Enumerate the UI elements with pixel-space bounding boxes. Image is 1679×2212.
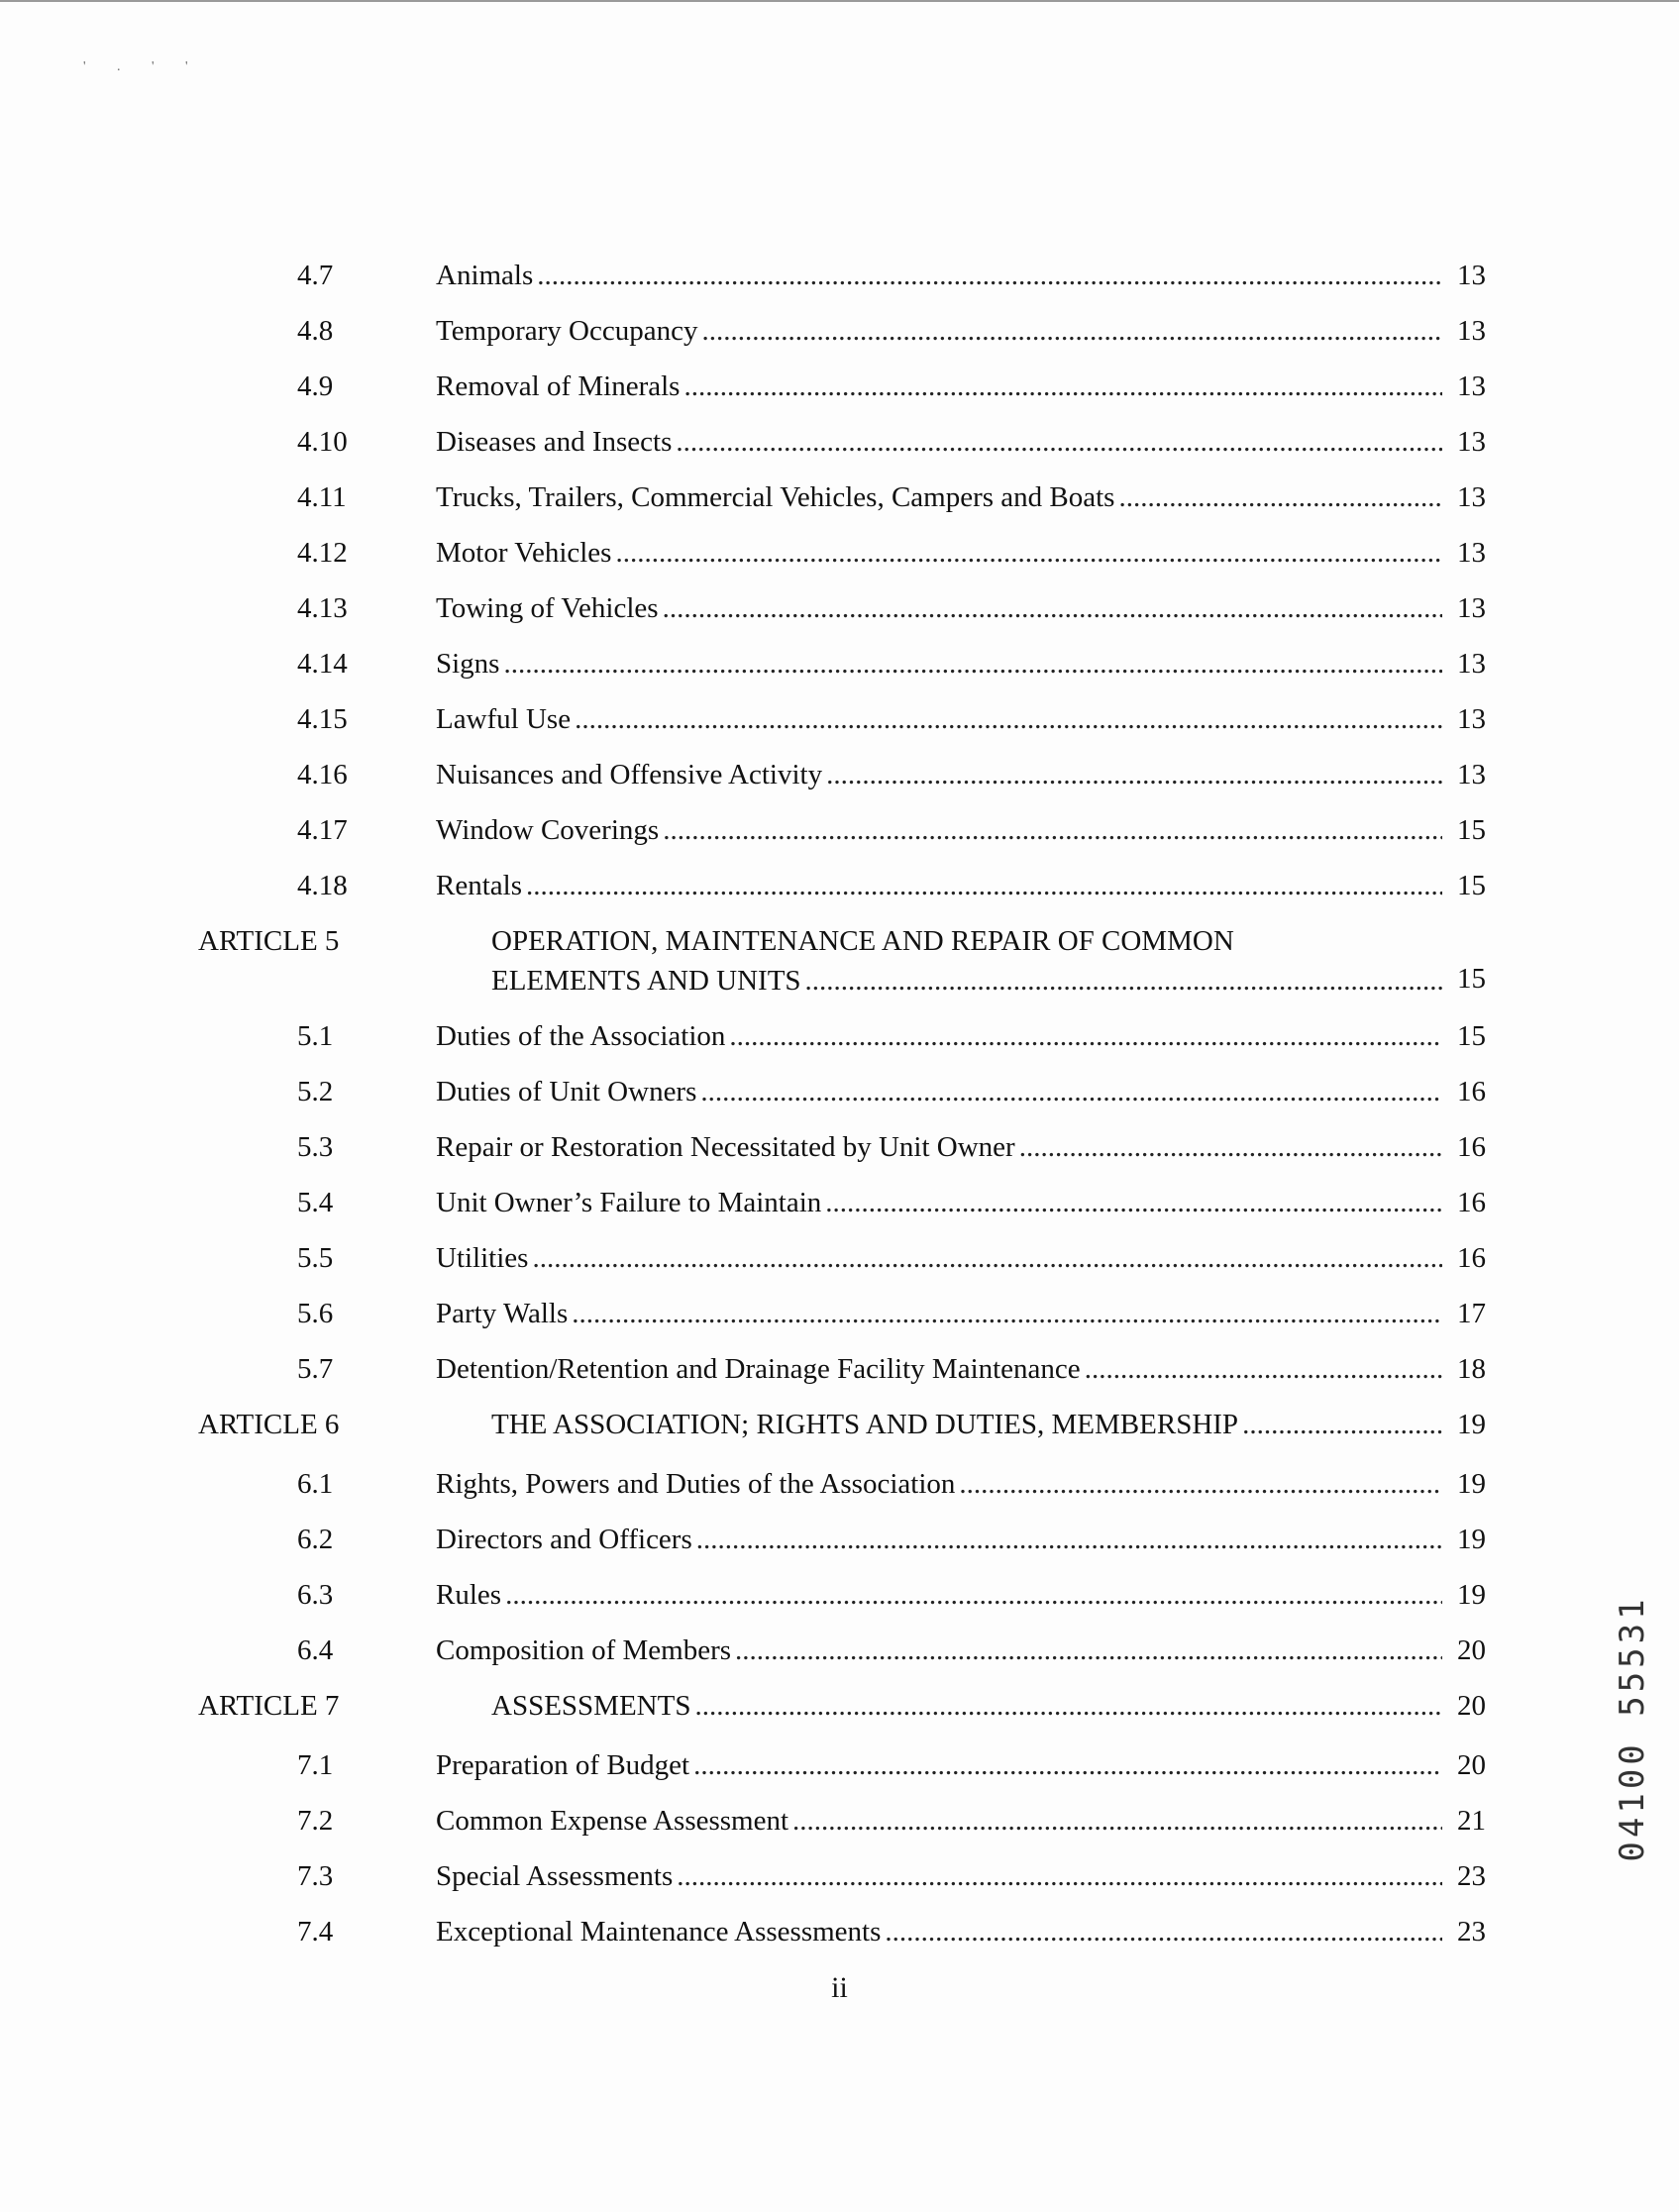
page-ref: 13	[1457, 426, 1486, 458]
page-ref: 13	[1457, 315, 1486, 347]
section-number: 4.13	[297, 592, 348, 624]
dot-leader	[526, 866, 1442, 905]
page-ref: 13	[1457, 370, 1486, 402]
section-number: 4.15	[297, 703, 348, 735]
dot-leader	[683, 367, 1442, 406]
toc-entry[interactable]	[198, 311, 1486, 367]
section-title: Removal of Minerals	[436, 370, 681, 402]
page-ref: 19	[1457, 1409, 1486, 1440]
article-title: ASSESSMENTS	[491, 1690, 691, 1722]
dot-leader	[885, 1912, 1442, 1951]
section-title: Signs	[436, 648, 500, 680]
toc-entry[interactable]	[198, 1127, 1486, 1183]
section-title: Diseases and Insects	[436, 426, 673, 458]
section-number: 5.6	[297, 1298, 334, 1329]
dot-leader	[826, 755, 1442, 794]
toc-entry[interactable]	[198, 1238, 1486, 1294]
page-ref: 18	[1457, 1353, 1486, 1385]
dot-leader	[729, 1016, 1442, 1056]
section-title: Detention/Retention and Drainage Facility Maintenance	[436, 1353, 1081, 1385]
page-ref: 13	[1457, 703, 1486, 735]
section-title: Rules	[436, 1579, 502, 1611]
page-ref: 16	[1457, 1242, 1486, 1274]
section-number: 5.2	[297, 1076, 334, 1107]
article-label: ARTICLE 6	[198, 1409, 340, 1440]
section-number: 7.2	[297, 1805, 334, 1837]
section-number: 5.4	[297, 1187, 334, 1218]
page-number: ii	[831, 1971, 848, 2004]
toc-entry[interactable]	[198, 1801, 1486, 1856]
stamp-text: 04100 55531	[1613, 1595, 1652, 1862]
dot-leader	[505, 1575, 1442, 1615]
toc-entry[interactable]	[198, 1294, 1486, 1349]
section-number: 4.10	[297, 426, 348, 458]
page-ref: 13	[1457, 481, 1486, 513]
dot-leader	[615, 533, 1442, 573]
toc-entry[interactable]	[198, 755, 1486, 810]
section-number: 4.18	[297, 870, 348, 901]
page-ref: 15	[1457, 1020, 1486, 1052]
toc-entry[interactable]	[198, 1745, 1486, 1801]
section-number: 5.7	[297, 1353, 334, 1385]
page-ref: 20	[1457, 1690, 1486, 1722]
top-border	[0, 0, 1679, 2]
dot-leader	[792, 1801, 1442, 1841]
section-number: 6.1	[297, 1468, 334, 1500]
section-title: Animals	[436, 260, 534, 291]
toc-entry[interactable]	[198, 810, 1486, 866]
section-title: Unit Owner’s Failure to Maintain	[436, 1187, 822, 1218]
toc-entry[interactable]	[198, 256, 1486, 311]
article-title-line1: OPERATION, MAINTENANCE AND REPAIR OF COMMON	[491, 925, 1234, 957]
toc-entry[interactable]	[198, 422, 1486, 477]
section-number: 5.5	[297, 1242, 334, 1274]
page-ref: 19	[1457, 1579, 1486, 1611]
table-of-contents	[198, 256, 1486, 1967]
section-title: Towing of Vehicles	[436, 592, 659, 624]
toc-entry[interactable]	[198, 1631, 1486, 1686]
dot-leader	[663, 810, 1442, 850]
section-number: 7.3	[297, 1860, 334, 1892]
page-ref: 13	[1457, 592, 1486, 624]
scan-artifact: ' . ' '	[83, 59, 202, 74]
section-title: Temporary Occupancy	[436, 315, 698, 347]
section-number: 4.9	[297, 370, 334, 402]
dot-leader	[701, 311, 1442, 351]
page-ref: 19	[1457, 1468, 1486, 1500]
dot-leader	[735, 1631, 1442, 1670]
section-number: 4.17	[297, 814, 348, 846]
toc-article-7[interactable]	[198, 1686, 1486, 1745]
section-number: 4.16	[297, 759, 348, 790]
article-title: THE ASSOCIATION; RIGHTS AND DUTIES, MEMBERSHIP	[491, 1409, 1239, 1440]
toc-group-6	[198, 1464, 1486, 1686]
section-number: 4.14	[297, 648, 348, 680]
page-ref: 16	[1457, 1076, 1486, 1107]
section-number: 7.1	[297, 1749, 334, 1781]
toc-entry[interactable]	[198, 644, 1486, 699]
toc-entry[interactable]	[198, 588, 1486, 644]
section-title: Common Expense Assessment	[436, 1805, 789, 1837]
page-ref: 15	[1457, 814, 1486, 846]
section-title: Trucks, Trailers, Commercial Vehicles, Campers and Boats	[436, 481, 1115, 513]
page-ref: 13	[1457, 537, 1486, 569]
section-number: 6.2	[297, 1524, 334, 1555]
dot-leader	[575, 699, 1442, 739]
section-title: Duties of the Association	[436, 1020, 726, 1052]
section-number: 4.12	[297, 537, 348, 569]
dot-leader	[1118, 477, 1442, 517]
section-title: Rights, Powers and Duties of the Association	[436, 1468, 956, 1500]
section-title: Preparation of Budget	[436, 1749, 690, 1781]
dot-leader	[532, 1238, 1442, 1278]
page-ref: 21	[1457, 1805, 1486, 1837]
dot-leader	[693, 1745, 1442, 1785]
page-ref: 16	[1457, 1131, 1486, 1163]
dot-leader	[503, 644, 1442, 684]
section-number: 6.4	[297, 1634, 334, 1666]
section-title: Composition of Members	[436, 1634, 732, 1666]
article-label: ARTICLE 7	[198, 1690, 340, 1722]
dot-leader	[696, 1520, 1442, 1559]
dot-leader	[676, 422, 1442, 462]
toc-entry[interactable]	[198, 1016, 1486, 1072]
section-number: 5.3	[297, 1131, 334, 1163]
toc-entry[interactable]	[198, 1912, 1486, 1967]
toc-entry[interactable]	[198, 1575, 1486, 1631]
section-number: 7.4	[297, 1916, 334, 1948]
toc-entry[interactable]	[198, 367, 1486, 422]
dot-leader	[677, 1856, 1442, 1896]
page-ref: 19	[1457, 1524, 1486, 1555]
toc-entry[interactable]	[198, 533, 1486, 588]
section-title: Nuisances and Offensive Activity	[436, 759, 823, 790]
dot-leader	[700, 1072, 1442, 1111]
page-ref: 15	[1457, 963, 1486, 995]
section-title: Directors and Officers	[436, 1524, 692, 1555]
section-title: Rentals	[436, 870, 522, 901]
section-title: Lawful Use	[436, 703, 572, 735]
article-label: ARTICLE 5	[198, 925, 340, 957]
section-number: 6.3	[297, 1579, 334, 1611]
dot-leader	[537, 256, 1442, 295]
dot-leader	[805, 961, 1442, 1001]
section-title: Party Walls	[436, 1298, 569, 1329]
toc-entry[interactable]	[198, 1349, 1486, 1405]
dot-leader	[694, 1686, 1442, 1726]
toc-group-4	[198, 256, 1486, 921]
dot-leader	[959, 1464, 1442, 1504]
toc-entry[interactable]	[198, 1183, 1486, 1238]
dot-leader	[572, 1294, 1442, 1333]
page-ref: 20	[1457, 1749, 1486, 1781]
section-title: Motor Vehicles	[436, 537, 612, 569]
page-ref: 20	[1457, 1634, 1486, 1666]
toc-article-6[interactable]	[198, 1405, 1486, 1464]
toc-entry[interactable]	[198, 1464, 1486, 1520]
document-stamp	[1603, 1595, 1662, 1862]
toc-entry[interactable]	[198, 1072, 1486, 1127]
section-title: Window Coverings	[436, 814, 660, 846]
section-number: 4.7	[297, 260, 334, 291]
toc-article-5[interactable]	[198, 921, 1486, 1016]
section-title: Exceptional Maintenance Assessments	[436, 1916, 882, 1948]
section-title: Duties of Unit Owners	[436, 1076, 697, 1107]
section-number: 5.1	[297, 1020, 334, 1052]
section-number: 4.8	[297, 315, 334, 347]
section-title: Special Assessments	[436, 1860, 674, 1892]
toc-entry[interactable]	[198, 699, 1486, 755]
section-title: Utilities	[436, 1242, 529, 1274]
dot-leader	[1242, 1405, 1442, 1444]
section-number: 4.11	[297, 481, 347, 513]
toc-group-5	[198, 1016, 1486, 1405]
page-ref: 23	[1457, 1860, 1486, 1892]
page-ref: 23	[1457, 1916, 1486, 1948]
toc-entry[interactable]	[198, 1856, 1486, 1912]
dot-leader	[825, 1183, 1442, 1222]
dot-leader	[1019, 1127, 1442, 1167]
article-title-line2: ELEMENTS AND UNITS	[491, 965, 801, 997]
page-ref: 13	[1457, 648, 1486, 680]
section-title: Repair or Restoration Necessitated by Unit Owner	[436, 1131, 1015, 1163]
toc-entry[interactable]	[198, 1520, 1486, 1575]
toc-group-7	[198, 1745, 1486, 1967]
toc-entry[interactable]	[198, 866, 1486, 921]
dot-leader	[663, 588, 1442, 628]
page-ref: 13	[1457, 260, 1486, 291]
page-ref: 13	[1457, 759, 1486, 790]
page-ref: 15	[1457, 870, 1486, 901]
toc-entry[interactable]	[198, 477, 1486, 533]
dot-leader	[1085, 1349, 1442, 1389]
page-ref: 16	[1457, 1187, 1486, 1218]
page-ref: 17	[1457, 1298, 1486, 1329]
